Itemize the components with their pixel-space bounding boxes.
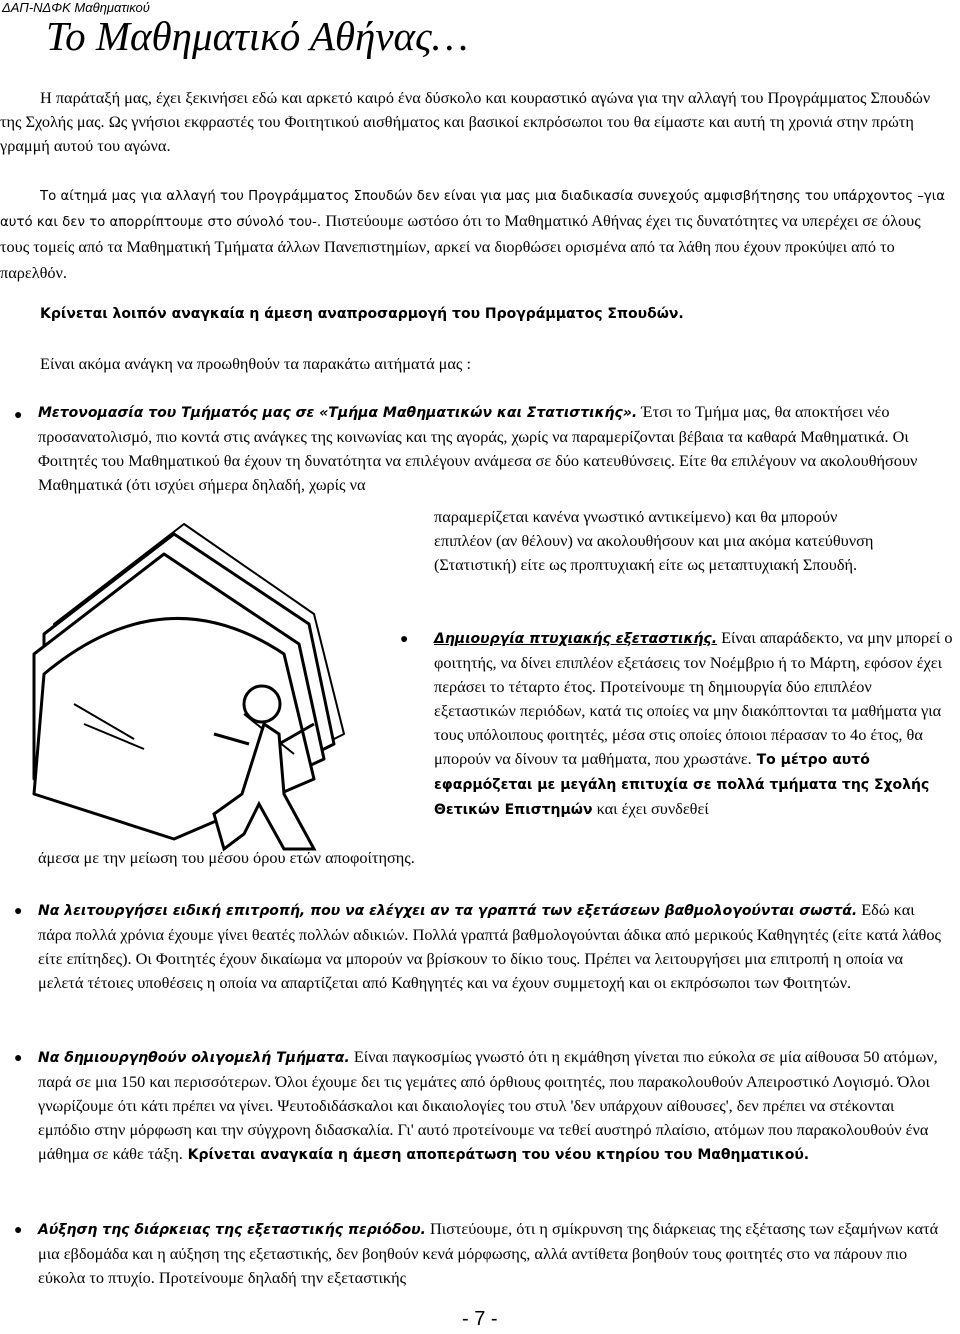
clipart-person-pushing-paper bbox=[14, 494, 434, 864]
intro-paragraph: Η παράταξή μας, έχει ξεκινήσει εδώ και αρκετό καιρό ένα δύσκολο και κουραστικό αγώνα για την αλλαγή του Προγράμματος Σπουδών της Σχολής μας. Ως γνήσιοι εκφραστές του Φοιτητικού αισθήματος και βασικοί εκπρόσωποι του θα είμαστε και αυτή τη χρονιά στην πρώτη γραμμή αυτού του αγώνα. bbox=[0, 88, 931, 155]
item2-last-line: άμεσα με την μείωση του μέσου όρου ετών αποφοίτησης. bbox=[38, 848, 415, 867]
bullet-icon: ● bbox=[14, 1051, 23, 1066]
demand-paragraph bbox=[0, 185, 950, 287]
demand-part1: Το αίτημά μας για αλλαγή του Προγράμματος Σπουδών δεν είναι για μας μια διαδικασία συνεχούς αμφισβήτησης του υπάρχοντος –για αυτό και δεν το απορρίπτουμε στο σύνολό του-. bbox=[0, 189, 946, 230]
item1-heading: Μετονομασία του Τμήματός μας σε «Τμήμα Μαθηματικών και Στατιστικής». bbox=[38, 405, 638, 421]
item2-bold: Το μέτρο αυτό εφαρμόζεται με μεγάλη επιτυχία σε πολλά τμήματα της Σχολής Θετικών Επιστημών bbox=[434, 752, 930, 818]
item3-text bbox=[38, 898, 950, 995]
item2-heading: Δημιουργία πτυχιακής εξεταστικής. bbox=[434, 631, 718, 647]
list-intro: Είναι ακόμα ανάγκη να προωθηθούν τα παρακάτω αιτήματά μας : bbox=[40, 354, 471, 373]
header-label: ΔΑΠ-ΝΔΦΚ Μαθηματικού bbox=[2, 0, 150, 15]
bullet-icon: ● bbox=[14, 904, 23, 919]
bold-statement: Κρίνεται λοιπόν αναγκαία η άμεση αναπροσαρμογή του Προγράμματος Σπουδών. bbox=[40, 306, 684, 322]
bullet-icon: ● bbox=[14, 408, 23, 423]
item1-text bbox=[38, 400, 950, 497]
item3-heading: Να λειτουργήσει ειδική επιτροπή, που να ελέγχει αν τα γραπτά των εξετάσεων βαθμολογούνται σωστά. bbox=[38, 903, 858, 919]
item2-text bbox=[434, 626, 954, 822]
bullet-icon: ● bbox=[400, 632, 409, 647]
page-title: Το Μαθηματικό Αθήνας… bbox=[46, 13, 469, 59]
page-number: - 7 - bbox=[462, 1308, 498, 1330]
item4-body: Είναι παγκοσμίως γνωστό ότι η εκμάθηση γίνεται πιο εύκολα σε μία αίθουσα 50 ατόμων, παρά σε μια 150 και περισσότερων. Όλοι έχουμε δει τις γεμάτες από όρθιους φοιτητές, που παρακολουθούν Απειροστικό Λογισμό. Όλοι γνωρίζουμε ότι κάτι πρέπει να γίνει. Ψευτοδιδάσκαλοι και δικαιολογίες του στυλ 'δεν υπάρχουν αίθουσες', δεν πρέπει να στέκονται εμπόδιο στην μόρφωση και την σύγχρονη διδασκαλία. Γι' αυτό προτείνουμε να τεθεί αυστηρό πλαίσιο, ατόμων που παρακολουθούν ένα μάθημα σε κάθε τάξη. bbox=[38, 1047, 938, 1163]
item5-text bbox=[38, 1217, 950, 1290]
item1-body: Έτσι το Τμήμα μας, θα αποκτήσει νέο προσανατολισμό, πιο κοντά στις ανάγκες της κοινωνίας και της αγοράς, χωρίς να παραμερίζονται βέβαια τα καθαρά Μαθηματικά. Οι Φοιτητές του Μαθηματικού θα έχουν τη δυνατότητα να επιλέγουν ανάμεσα σε δύο κατευθύνσεις. Είτε θα επιλέγουν να ακολουθήσουν Μαθηματικά (ότι ισχύει σήμερα δηλαδή, χωρίς να bbox=[38, 402, 918, 494]
item1-right: παραμερίζεται κανένα γνωστικό αντικείμενο) και θα μπορούν επιπλέον (αν θέλουν) να ακολουθήσουν και μια ακόμα κατεύθυνση (Στατιστική) είτε ως προπτυχιακή είτε ως μεταπτυχιακή Σπουδή. bbox=[434, 507, 874, 574]
item2-body2: και έχει συνδεθεί bbox=[592, 799, 709, 818]
item4-text bbox=[38, 1045, 950, 1167]
bullet-icon: ● bbox=[14, 1223, 23, 1238]
item3-body: Εδώ και πάρα πολλά χρόνια έχουμε γίνει θεατές πολλών αδικιών. Πολλά γραπτά βαθμολογούνται άδικα από μερικούς Καθηγητές (είτε κατά λάθος είτε επίτηδες). Οι Φοιτητές έχουν δικαίωμα να μπορούν να βρίσκουν το δίκιο τους. Πρέπει να λειτουργήσει μια επιτροπή η οποία να μελετά τέτοιες υποθέσεις η οποία να απαρτίζεται από Καθηγητές και να έχουν συμμετοχή και οι εκπρόσωποι των Φοιτητών. bbox=[38, 900, 941, 992]
demand-part2: Πιστεύουμε ωστόσο ότι το Μαθηματικό Αθήνας έχει τις δυνατότητες να υπερέχει σε όλους τους τομείς από τα Μαθηματική Τμήματα άλλων Πανεπιστημίων, αρκεί να διορθώσει ορισμένα από τα λάθη που έχουν προκύψει από το παρελθόν. bbox=[0, 211, 921, 282]
item5-heading: Αύξηση της διάρκειας της εξεταστικής περιόδου. bbox=[38, 1222, 426, 1238]
item4-bold: Κρίνεται αναγκαία η άμεση αποπεράτωση του νέου κτηρίου του Μαθηματικού. bbox=[182, 1147, 810, 1163]
item2-body: Είναι απαράδεκτο, να μην μπορεί ο φοιτητής, να δίνει επιπλέον εξετάσεις τον Νοέμβριο ή το Μάρτη, εφόσον έχει περάσει το τέταρτο έτος. Προτείνουμε τη δημιουργία δύο επιπλέον εξεταστικών περιόδων, κατά τις οποίες να μην διακόπτονται τα μαθήματα για τους υπόλοιπους φοιτητές, μέσα στις οποίες όποιοι πέρασαν το 4ο έτος, θα μπορούν να δίνουν τα μαθήματα, που χρωστάνε. bbox=[434, 628, 953, 768]
item4-heading: Να δημιουργηθούν ολιγομελή Τμήματα. bbox=[38, 1050, 350, 1066]
item5-body: Πιστεύουμε, ότι η σμίκρυνση της διάρκειας της εξέτασης των εξαμήνων κατά μια εβδομάδα και η αύξηση της εξεταστικής, δεν βοηθούν κενά μόρφωσης, αλλά αντίθετα βοηθούν τους φοιτητές στο να πάρουν πιο εύκολα το πτυχίο. Προτείνουμε δηλαδή την εξεταστικής bbox=[38, 1219, 939, 1287]
